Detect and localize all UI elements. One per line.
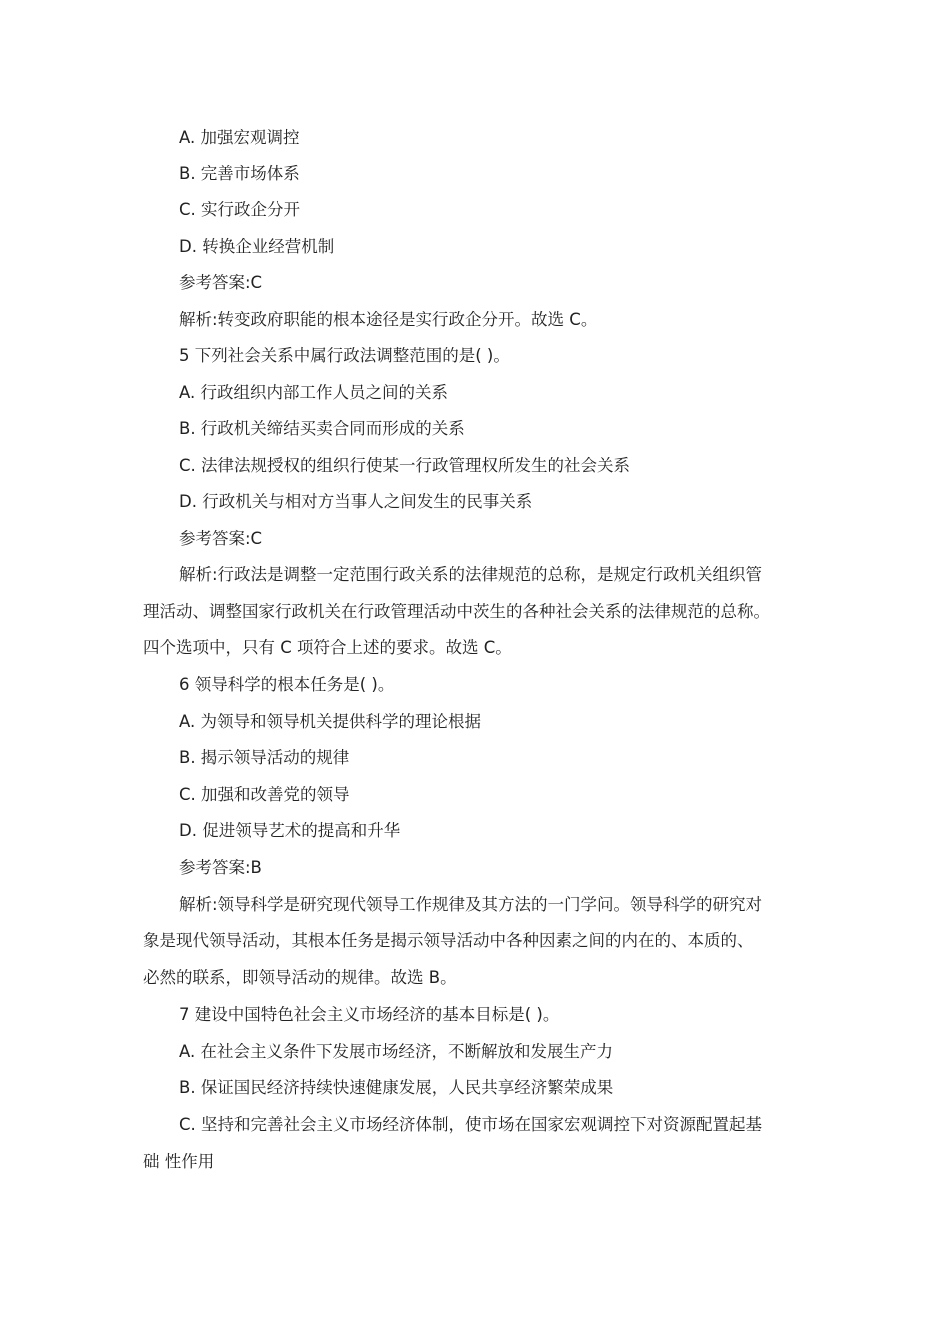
option-b-q7: B. 保证国民经济持续快速健康发展，人民共享经济繁荣成果	[179, 1078, 614, 1097]
explanation-q5-line1: 解析:行政法是调整一定范围行政关系的法律规范的总称，是规定行政机关组织管	[179, 565, 763, 584]
question-6: 6 领导科学的根本任务是( )。	[179, 675, 395, 694]
option-a-q4: A. 加强宏观调控	[179, 128, 300, 147]
option-d-q4: D. 转换企业经营机制	[179, 237, 335, 256]
answer-q5: 参考答案:C	[179, 529, 263, 548]
question-7: 7 建设中国特色社会主义市场经济的基本目标是( )。	[179, 1005, 560, 1024]
explanation-q5-line2: 理活动、调整国家行政机关在行政管理活动中茨生的各种社会关系的法律规范的总称。	[143, 602, 770, 621]
option-c-q4: C. 实行政企分开	[179, 200, 301, 219]
option-b-q5: B. 行政机关缔结买卖合同而形成的关系	[179, 419, 465, 438]
explanation-q4: 解析:转变政府职能的根本途径是实行政企分开。故选 C。	[179, 310, 598, 329]
option-a-q5: A. 行政组织内部工作人员之间的关系	[179, 383, 448, 402]
option-c-q6: C. 加强和改善党的领导	[179, 785, 350, 804]
option-a-q6: A. 为领导和领导机关提供科学的理论根据	[179, 712, 481, 731]
option-c-q5: C. 法律法规授权的组织行使某一行政管理权所发生的社会关系	[179, 456, 631, 475]
option-c-q7-line1: C. 坚持和完善社会主义市场经济体制，使市场在国家宏观调控下对资源配置起基	[179, 1115, 763, 1134]
question-5: 5 下列社会关系中属行政法调整范围的是( )。	[179, 346, 510, 365]
explanation-q6-line1: 解析:领导科学是研究现代领导工作规律及其方法的一门学问。领导科学的研究对	[179, 895, 763, 914]
option-a-q7: A. 在社会主义条件下发展市场经济，不断解放和发展生产力	[179, 1042, 613, 1061]
explanation-q6-line2: 象是现代领导活动，其根本任务是揭示领导活动中各种因素之间的内在的、本质的、	[143, 931, 754, 950]
answer-q6: 参考答案:B	[179, 858, 262, 877]
option-c-q7-line2: 础 性作用	[143, 1152, 215, 1171]
option-d-q6: D. 促进领导艺术的提高和升华	[179, 821, 401, 840]
option-b-q6: B. 揭示领导活动的规律	[179, 748, 350, 767]
option-b-q4: B. 完善市场体系	[179, 164, 300, 183]
option-d-q5: D. 行政机关与相对方当事人之间发生的民事关系	[179, 492, 533, 511]
answer-q4: 参考答案:C	[179, 273, 263, 292]
explanation-q6-line3: 必然的联系，即领导活动的规律。故选 B。	[143, 968, 457, 987]
explanation-q5-line3: 四个选项中，只有 C 项符合上述的要求。故选 C。	[143, 638, 512, 657]
